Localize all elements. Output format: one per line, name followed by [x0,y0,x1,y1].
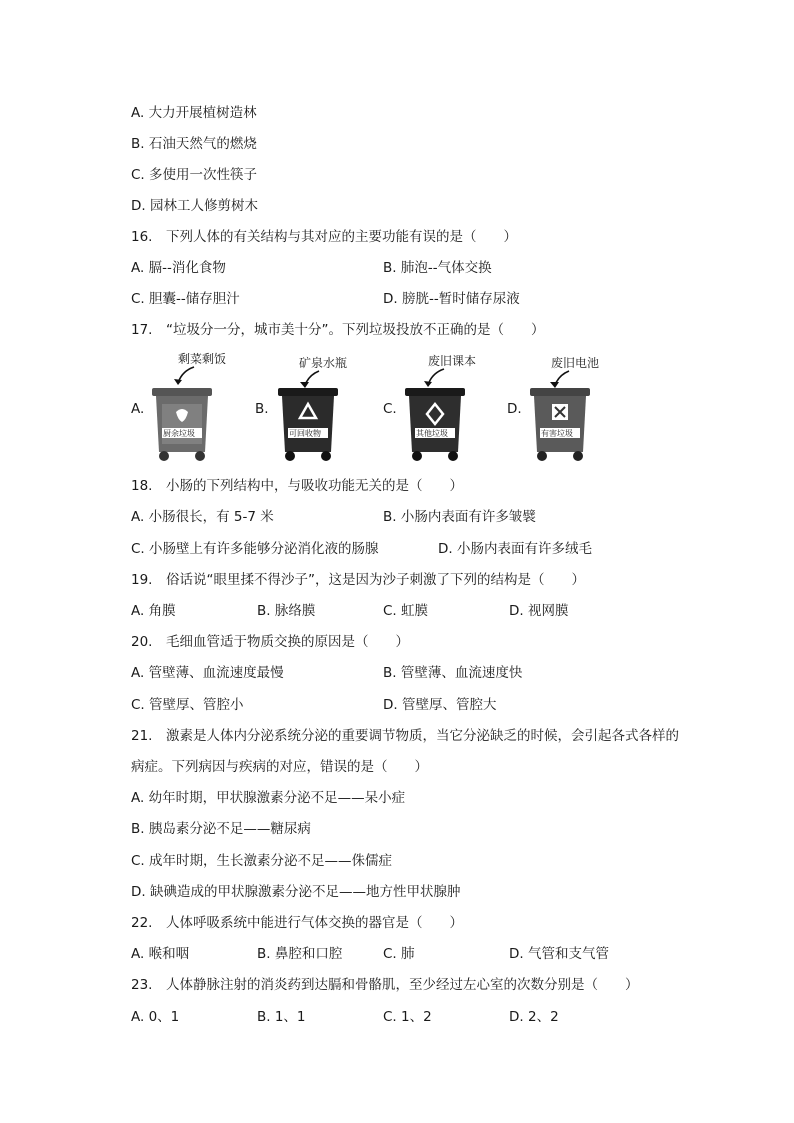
q17-a-bin-text: 厨余垃圾 [163,429,195,438]
q19-option-b: B. 脉络膜 [257,603,316,619]
q22-option-b: B. 鼻腔和口腔 [257,946,343,962]
q17-b-bin [276,386,340,456]
q21-stem-line1: 21. 激素是人体内分泌系统分泌的重要调节物质，当它分泌缺乏的时候，会引起各式各样的 [131,728,679,744]
q20-option-a: A. 管壁薄、血流速度最慢 [131,665,284,681]
q20-option-d: D. 管壁厚、管腔大 [383,697,497,713]
q17-c-item-label: 废旧课本 [428,354,477,368]
q19-stem: 19. 俗话说“眼里揉不得沙子”，这是因为沙子刺激了下列的结构是（ ） [131,572,585,588]
q17-option-b-letter: B. [255,401,269,417]
q17-stem: 17. “垃圾分一分，城市美十分”。下列垃圾投放不正确的是（ ） [131,322,545,338]
q17-d-bin [528,386,592,456]
q15-option-a: A. 大力开展植树造林 [131,105,257,121]
q16-option-c: C. 胆囊--储存胆汁 [131,291,240,307]
q18-option-a: A. 小肠很长，有 5-7 米 [131,509,274,525]
q17-d-item-label: 废旧电池 [551,356,600,370]
q18-option-c: C. 小肠壁上有许多能够分泌消化液的肠腺 [131,541,379,557]
q15-option-d: D. 园林工人修剪树木 [131,198,258,214]
q18-option-b: B. 小肠内表面有许多皱襞 [383,509,536,525]
q23-option-b: B. 1、1 [257,1009,306,1025]
q20-stem: 20. 毛细血管适于物质交换的原因是（ ） [131,634,409,650]
q19-option-d: D. 视网膜 [509,603,569,619]
q23-option-d: D. 2、2 [509,1009,559,1025]
q17-c-bin [403,386,467,456]
q16-option-b: B. 肺泡--气体交换 [383,260,492,276]
q17-c-bin-text: 其他垃圾 [416,429,448,438]
q22-option-c: C. 肺 [383,946,415,962]
q23-option-a: A. 0、1 [131,1009,180,1025]
q17-d-bin-text: 有害垃圾 [541,429,573,438]
q16-option-d: D. 膀胱--暂时储存尿液 [383,291,520,307]
q17-option-d-letter: D. [507,401,522,417]
q21-stem-line2: 病症。下列病因与疾病的对应，错误的是（ ） [131,759,428,775]
q17-a-item-label: 剩菜剩饭 [178,352,227,366]
q19-option-c: C. 虹膜 [383,603,429,619]
q20-option-c: C. 管壁厚、管腔小 [131,697,244,713]
q18-stem: 18. 小肠的下列结构中，与吸收功能无关的是（ ） [131,478,463,494]
q21-option-a: A. 幼年时期，甲状腺激素分泌不足——呆小症 [131,790,406,806]
q15-option-c: C. 多使用一次性筷子 [131,167,258,183]
q16-option-a: A. 膈--消化食物 [131,260,226,276]
q17-option-c-letter: C. [383,401,397,417]
q22-stem: 22. 人体呼吸系统中能进行气体交换的器官是（ ） [131,915,463,931]
q17-b-bin-text: 可回收物 [289,429,321,438]
q15-option-b: B. 石油天然气的燃烧 [131,136,257,152]
q22-option-d: D. 气管和支气管 [509,946,609,962]
q21-option-c: C. 成年时期，生长激素分泌不足——侏儒症 [131,853,393,869]
q19-option-a: A. 角膜 [131,603,176,619]
q17-b-item-label: 矿泉水瓶 [299,356,348,370]
q17-a-bin [150,386,214,456]
q21-option-b: B. 胰岛素分泌不足——糖尿病 [131,821,311,837]
q21-option-d: D. 缺碘造成的甲状腺激素分泌不足——地方性甲状腺肿 [131,884,461,900]
q16-stem: 16. 下列人体的有关结构与其对应的主要功能有误的是（ ） [131,229,517,245]
q22-option-a: A. 喉和咽 [131,946,190,962]
q17-option-a-letter: A. [131,401,145,417]
q23-stem: 23. 人体静脉注射的消炎药到达膈和骨骼肌，至少经过左心室的次数分别是（ ） [131,977,639,993]
q20-option-b: B. 管壁薄、血流速度快 [383,665,523,681]
q23-option-c: C. 1、2 [383,1009,432,1025]
q18-option-d: D. 小肠内表面有许多绒毛 [438,541,592,557]
